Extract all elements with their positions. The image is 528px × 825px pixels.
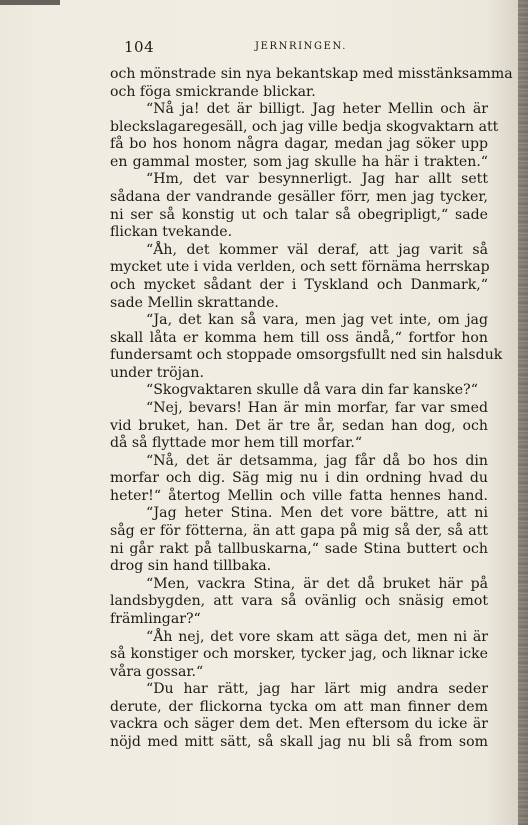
text-line: en gammal moster, som jag skulle ha här i trakten.“ — [110, 153, 488, 170]
scan-edge-shadow — [0, 0, 60, 5]
text-line: landsbygden, att vara så ovänlig och snäsig emot — [110, 593, 488, 610]
text-line: då så flyttade mor hem till morfar.“ — [110, 435, 363, 452]
text-line: “Ja, det kan så vara, men jag vet inte, om jag — [146, 312, 488, 329]
text-line: derute, der flickorna tycka om att man finner dem — [110, 698, 488, 715]
text-line: ni går rakt på tallbuskarna,“ sade Stina buttert och — [110, 540, 488, 557]
page-number: 104 — [124, 38, 155, 56]
text-line: “Nej, bevars! Han är min morfar, far var smed — [146, 399, 488, 416]
text-line: flickan tvekande. — [110, 224, 233, 241]
text-line: “Nå, det är detsamma, jag får då bo hos din — [146, 452, 488, 469]
text-line: sade Mellin skrattande. — [110, 294, 279, 311]
text-line: under tröjan. — [110, 364, 204, 381]
text-line: “Men, vackra Stina, är det då bruket här på — [146, 575, 488, 592]
text-line: och mycket sådant der i Tyskland och Danmark,“ — [110, 276, 488, 293]
page-binding-edge — [518, 0, 528, 825]
text-line: främlingar?“ — [110, 610, 201, 627]
text-line: heter!“ återtog Mellin och ville fatta hennes hand. — [110, 487, 488, 504]
text-line: nöjd med mitt sätt, så skall jag nu bli så from som — [110, 733, 488, 750]
text-line: sådana der vandrande gesäller förr, men jag tycker, — [110, 189, 488, 206]
text-line: vid bruket, han. Det är tre år, sedan han dog, och — [110, 417, 488, 434]
text-line: bleckslagaregesäll, och jag ville bedja skogvaktarn att — [110, 118, 499, 135]
text-line: och mönstrade sin nya bekantskap med misstänksamma — [110, 66, 513, 82]
text-line: våra gossar.“ — [110, 663, 204, 680]
text-line: “Skogvaktaren skulle då vara din far kanske?“ — [146, 382, 478, 399]
text-line: “Åh, det kommer väl deraf, att jag varit så — [146, 241, 488, 258]
text-line: och föga smickrande blickar. — [110, 83, 316, 100]
text-line: drog sin hand tillbaka. — [110, 558, 272, 575]
text-line: så konstiger och morsker, tycker jag, och liknar icke — [110, 646, 488, 663]
text-line: skall låta er komma hem till oss ändå,“ fortfor hon — [110, 329, 488, 346]
text-line: vackra och säger dem det. Men eftersom du icke är — [110, 716, 488, 733]
text-line: “Åh nej, det vore skam att säga det, men ni är — [146, 628, 488, 645]
text-line: “Nå ja! det är billigt. Jag heter Mellin och är — [146, 101, 488, 118]
text-line: ni ser så konstig ut och talar så obegripligt,“ sade — [110, 206, 488, 223]
text-line: morfar och dig. Säg mig nu i din ordning hvad du — [110, 470, 488, 487]
text-line: “Hm, det var besynnerligt. Jag har allt sett — [146, 171, 488, 188]
running-title: JERNRINGEN. — [255, 41, 347, 52]
text-line: “Du har rätt, jag har lärt mig andra seder — [146, 681, 488, 698]
text-line: mycket ute i vida verlden, och sett förnäma herrskap — [110, 259, 490, 276]
text-line: fundersamt och stoppade omsorgsfullt ned sin halsduk — [110, 347, 503, 364]
text-line: få bo hos honom några dagar, medan jag söker upp — [110, 136, 488, 153]
text-line: såg er för fötterna, än att gapa på mig så der, så att — [110, 523, 488, 540]
page-header — [110, 38, 490, 58]
text-line: “Jag heter Stina. Men det vore bättre, att ni — [146, 505, 488, 522]
body-text — [110, 66, 513, 752]
